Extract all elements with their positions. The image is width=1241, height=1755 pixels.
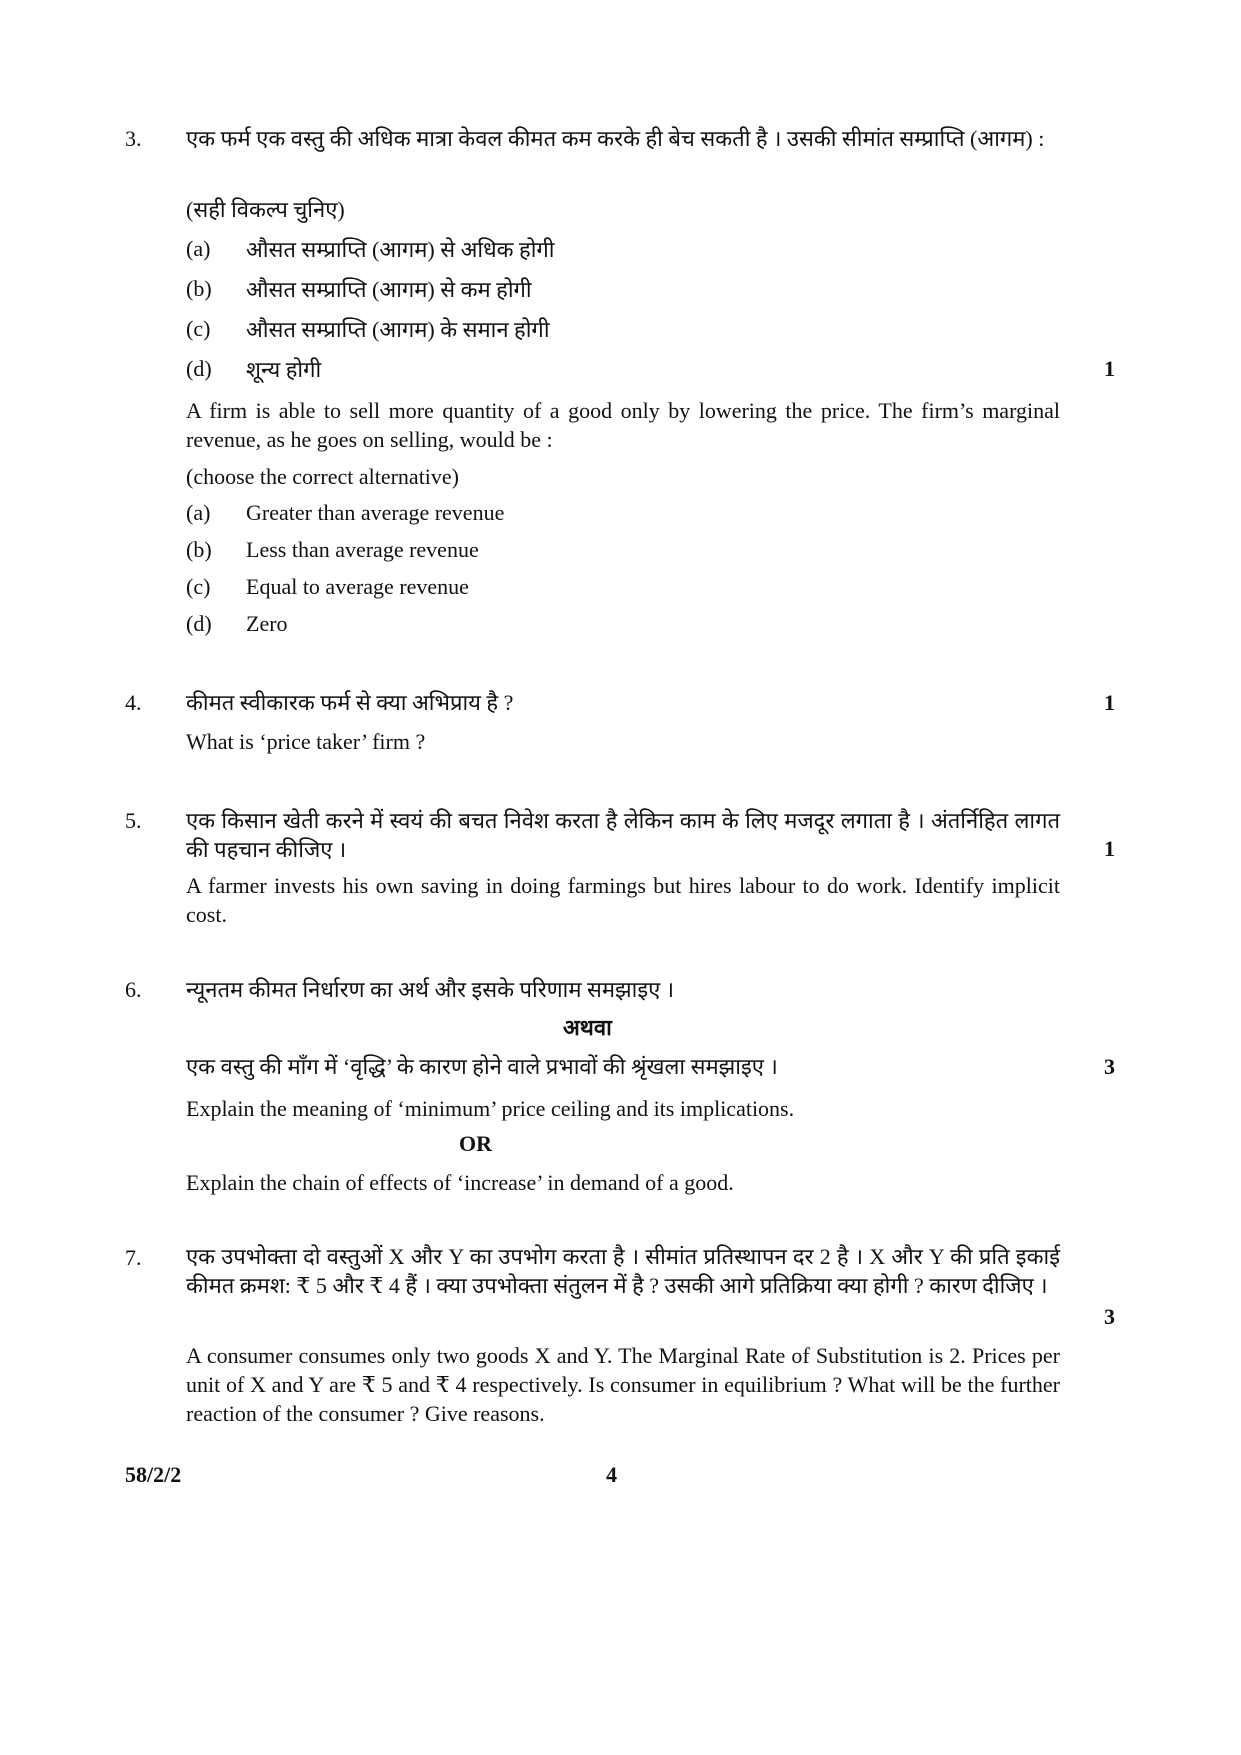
question-5-marks: 1	[1104, 836, 1115, 861]
question-4-english: What is ‘price taker’ firm ?	[186, 729, 426, 754]
paper-code: 58/2/2	[125, 1462, 182, 1487]
question-3-marks: 1	[1104, 356, 1115, 381]
q3-hindi-option-a-label: (a)	[186, 236, 211, 261]
question-3-number: 3.	[125, 126, 142, 151]
question-6-hindi-or: अथवा	[563, 1015, 612, 1040]
question-7-marks: 3	[1104, 1304, 1115, 1329]
page-number: 4	[606, 1462, 617, 1487]
question-5-english: A farmer invests his own saving in doing farmings but hires labour to do work. Identify implicit cost.	[186, 873, 1060, 927]
q3-hindi-option-c-label: (c)	[186, 316, 211, 341]
question-4-hindi: कीमत स्वीकारक फर्म से क्या अभिप्राय है ?	[186, 690, 514, 715]
q3-english-option-a-label: (a)	[186, 500, 211, 525]
q3-hindi-option-d-label: (d)	[186, 356, 212, 381]
question-5-number: 5.	[125, 808, 142, 833]
question-6-hindi-b: एक वस्तु की माँग में ‘वृद्धि’ के कारण होने वाले प्रभावों की श्रृंखला समझाइए ।	[186, 1054, 778, 1079]
question-3-english-instruction: (choose the correct alternative)	[186, 464, 460, 489]
q3-hindi-option-b-text: औसत सम्प्राप्ति (आगम) से कम होगी	[246, 277, 532, 302]
question-4-number: 4.	[125, 690, 142, 715]
q3-hindi-option-d-text: शून्य होगी	[246, 357, 322, 382]
question-6-hindi-a: न्यूनतम कीमत निर्धारण का अर्थ और इसके परिणाम समझाइए ।	[186, 977, 675, 1002]
question-6-marks: 3	[1104, 1054, 1115, 1079]
question-3-hindi-instruction: (सही विकल्प चुनिए)	[186, 197, 345, 222]
q3-hindi-option-b-label: (b)	[186, 276, 212, 301]
question-3-hindi-stem: एक फर्म एक वस्तु की अधिक मात्रा केवल कीमत कम करके ही बेच सकती है । उसकी सीमांत सम्प्राप्ति (आगम) :	[186, 126, 1045, 151]
q3-english-option-a-text: Greater than average revenue	[246, 500, 505, 525]
question-7-number: 7.	[125, 1245, 142, 1270]
question-4-marks: 1	[1104, 690, 1115, 715]
q3-english-option-c-label: (c)	[186, 574, 211, 599]
q3-hindi-option-c-text: औसत सम्प्राप्ति (आगम) के समान होगी	[246, 317, 550, 342]
q3-english-option-b-label: (b)	[186, 537, 212, 562]
question-5-hindi: एक किसान खेती करने में स्वयं की बचत निवेश करता है लेकिन काम के लिए मजदूर लगाता है । अंतर्निहित लागत की पहचान कीजिए ।	[186, 808, 1060, 862]
question-6-number: 6.	[125, 977, 142, 1002]
q3-english-option-b-text: Less than average revenue	[246, 537, 479, 562]
question-6-english-b: Explain the chain of effects of ‘increase’ in demand of a good.	[186, 1170, 734, 1195]
question-6-english-a: Explain the meaning of ‘minimum’ price ceiling and its implications.	[186, 1096, 795, 1121]
question-6-english-or: OR	[459, 1131, 492, 1156]
question-3-english-stem: A firm is able to sell more quantity of a good only by lowering the price. The firm’s marginal revenue, as he goes on selling, would be :	[186, 398, 1060, 452]
q3-english-option-d-text: Zero	[246, 611, 288, 636]
q3-english-option-d-label: (d)	[186, 611, 212, 636]
q3-hindi-option-a-text: औसत सम्प्राप्ति (आगम) से अधिक होगी	[246, 237, 555, 262]
q3-english-option-c-text: Equal to average revenue	[246, 574, 469, 599]
question-7-english: A consumer consumes only two goods X and Y. The Marginal Rate of Substitution is 2. Prices per unit of X and Y are ₹ 5 and ₹ 4 respectively. Is consumer in equilibrium ? What will be the further reaction of the consumer ? Give reasons.	[186, 1343, 1060, 1426]
question-7-hindi: एक उपभोक्ता दो वस्तुओं X और Y का उपभोग करता है । सीमांत प्रतिस्थापन दर 2 है । X और Y की प्रति इकाई कीमत क्रमश: ₹ 5 और ₹ 4 हैं । क्या उपभोक्ता संतुलन में है ? उसकी आगे प्रतिक्रिया क्या होगी ? कारण दीजिए ।	[186, 1244, 1060, 1298]
